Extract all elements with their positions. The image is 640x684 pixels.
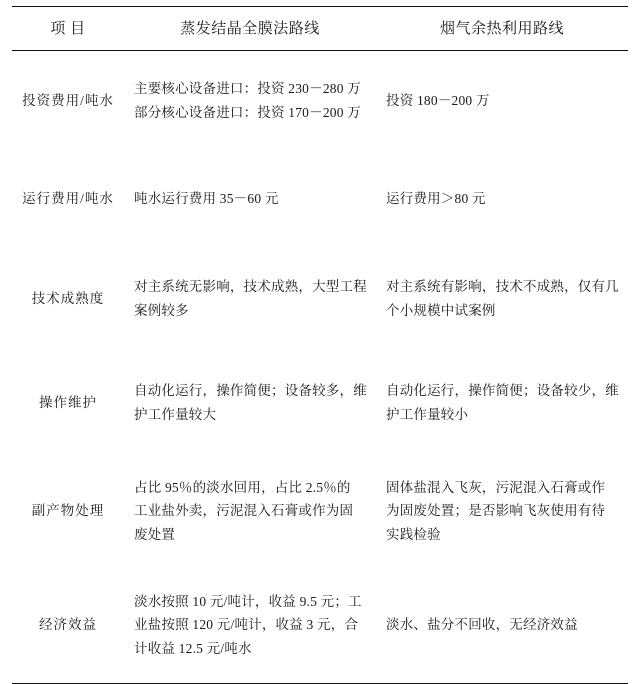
cell-line: 主要核心设备进口：投资 230－280 万 — [134, 81, 361, 97]
column-header-item: 项 目 — [12, 7, 124, 51]
cell-operation-maintenance-fluegas — [376, 351, 628, 455]
cell-line: 投资 180－200 万 — [386, 93, 490, 109]
cell-line: 护工作量较大 — [134, 407, 217, 422]
cell-line: 为固废处置；是否影响飞灰使用有待 — [386, 503, 606, 519]
row-label-investment: 投资费用/吨水 — [22, 93, 114, 109]
cell-technology-maturity-fluegas — [376, 247, 628, 351]
cell-investment-membrane — [124, 51, 376, 152]
cell-byproduct-treatment-membrane — [124, 455, 376, 567]
cell-line: 自动化运行，操作简便；设备较少，维 — [386, 383, 619, 399]
cell-line: 案例较多 — [134, 303, 189, 318]
table-row — [12, 455, 628, 567]
cell-line: 工业盐外卖，污泥混入石膏或作为固 — [134, 503, 354, 519]
cell-line: 对主系统无影响，技术成熟，大型工程 — [134, 279, 367, 295]
cell-line: 淡水、盐分不回收，无经济效益 — [386, 617, 578, 633]
table-row — [12, 151, 628, 247]
cell-line: 运行费用＞80 元 — [386, 191, 486, 207]
table-row — [12, 247, 628, 351]
row-label-operation-maintenance: 操作维护 — [39, 395, 97, 411]
comparison-table — [12, 6, 628, 684]
cell-byproduct-treatment-fluegas — [376, 455, 628, 567]
cell-investment-fluegas — [376, 51, 628, 152]
header-row — [12, 7, 628, 51]
cell-operating-cost-membrane — [124, 151, 376, 247]
cell-line: 护工作量较小 — [386, 407, 469, 422]
cell-operating-cost-fluegas — [376, 151, 628, 247]
document-page — [0, 6, 640, 663]
column-header-route-membrane: 蒸发结晶全膜法路线 — [124, 7, 376, 51]
table-row — [12, 51, 628, 152]
cell-line: 自动化运行，操作简便；设备较多，维 — [134, 383, 367, 399]
cell-line: 业盐按照 120 元/吨计，收益 3 元，合 — [134, 617, 359, 633]
row-label-byproduct-treatment: 副产物处理 — [31, 503, 105, 519]
table-row — [12, 351, 628, 455]
table-row — [12, 567, 628, 684]
cell-line: 废处置 — [134, 526, 176, 542]
cell-technology-maturity-membrane — [124, 247, 376, 351]
cell-line: 占比 95％的淡水回用，占比 2.5％的 — [134, 479, 351, 495]
cell-line: 部分核心设备进口：投资 170－200 万 — [134, 105, 361, 120]
cell-operation-maintenance-membrane — [124, 351, 376, 455]
row-label-economic-benefit: 经济效益 — [12, 567, 124, 684]
cell-economic-benefit-fluegas — [376, 567, 628, 684]
cell-economic-benefit-membrane — [124, 567, 376, 684]
table-body — [12, 51, 628, 684]
cell-line: 淡水按照 10 元/吨计，收益 9.5 元；工 — [134, 593, 362, 609]
cell-line: 吨水运行费用 35－60 元 — [134, 191, 279, 207]
row-label-technology-maturity: 技术成熟度 — [31, 291, 105, 307]
cell-line: 个小规模中试案例 — [386, 303, 496, 318]
table-header — [12, 7, 628, 51]
cell-line: 固体盐混入飞灰，污泥混入石膏或作 — [386, 479, 606, 495]
column-header-route-fluegas: 烟气余热利用路线 — [376, 7, 628, 51]
cell-line: 实践检验 — [386, 526, 441, 542]
cell-line: 计收益 12.5 元/吨水 — [134, 640, 252, 656]
cell-line: 对主系统有影响，技术不成熟，仅有几 — [386, 279, 619, 295]
row-label-operating-cost: 运行费用/吨水 — [22, 191, 114, 207]
